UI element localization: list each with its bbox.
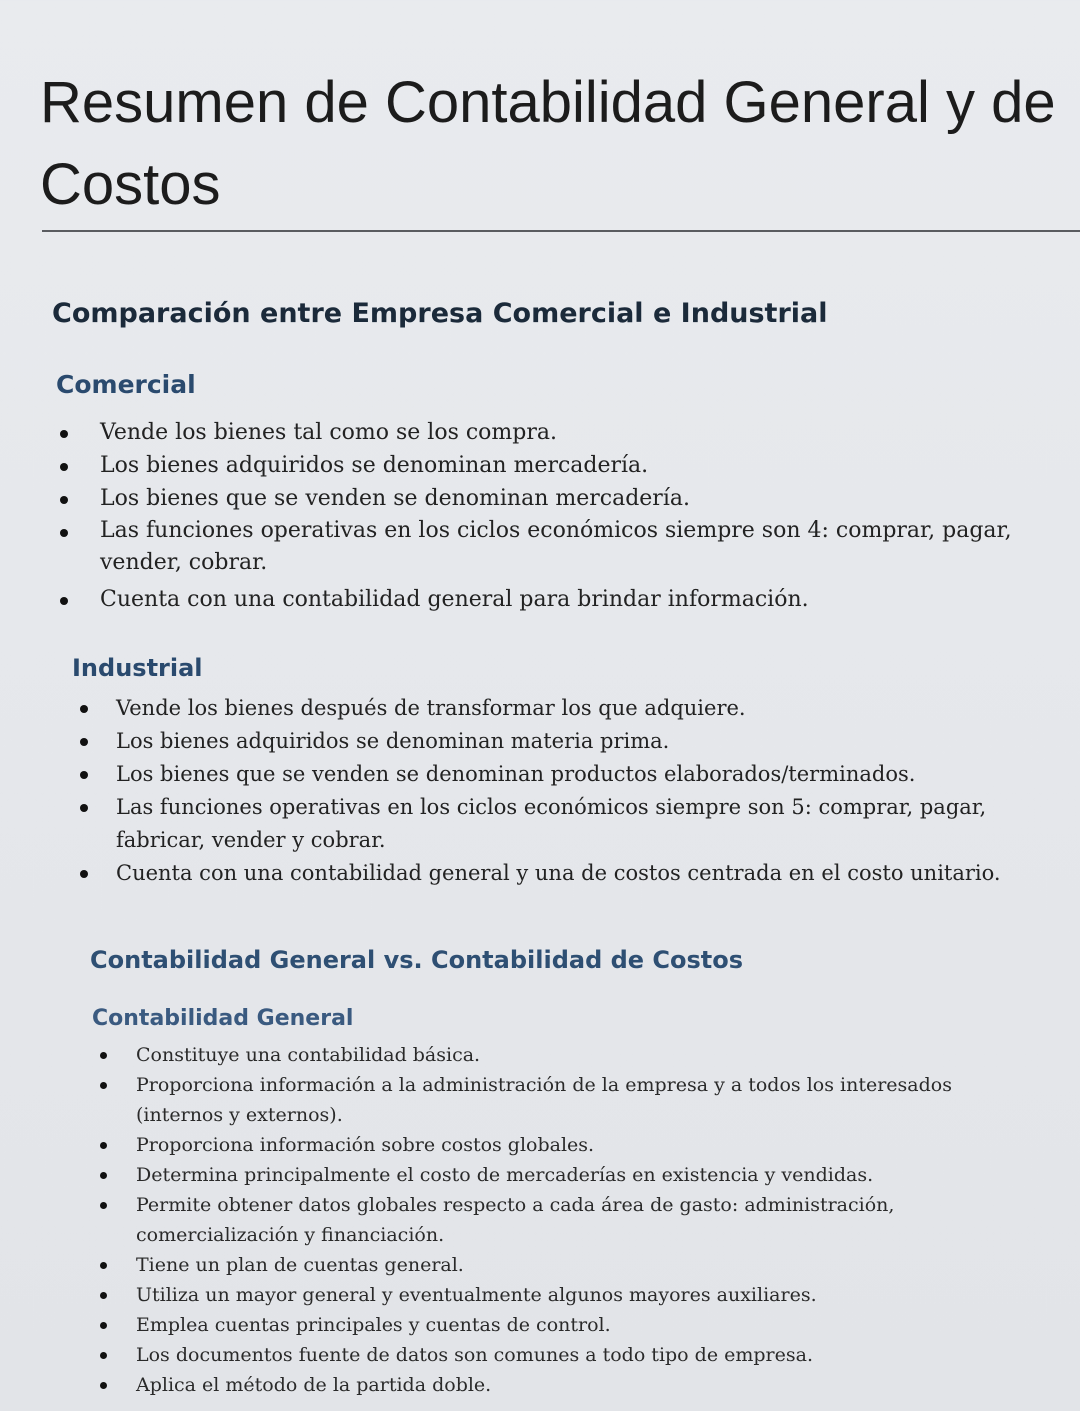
list-item: Constituye una contabilidad básica. <box>136 1040 1016 1070</box>
list-item: Permite obtener datos globales respecto a cada área de gasto: administración, comercialización y financiación. <box>136 1190 1016 1250</box>
list-item: Emplea cuentas principales y cuentas de control. <box>136 1310 1016 1340</box>
list-item: Proporciona información a la administración de la empresa y a todos los interesados (internos y externos). <box>136 1070 1016 1130</box>
subheading-comercial: Comercial <box>56 370 196 399</box>
list-item: Vende los bienes después de transformar los que adquiere. <box>116 692 1016 725</box>
list-item: Los bienes adquiridos se denominan mercadería. <box>100 449 1020 482</box>
document-title-line2: Costos <box>40 152 221 217</box>
list-item: Tiene un plan de cuentas general. <box>136 1250 1016 1280</box>
list-item: Aplica el método de la partida doble. <box>136 1370 1016 1400</box>
list-item: Determina principalmente el costo de mercaderías en existencia y vendidas. <box>136 1160 1016 1190</box>
comercial-list <box>100 416 1020 616</box>
section-heading-general-vs-costos: Contabilidad General vs. Contabilidad de Costos <box>90 946 744 974</box>
document-title <box>40 62 1056 226</box>
subheading-industrial: Industrial <box>72 654 203 682</box>
list-item: Las funciones operativas en los ciclos económicos siempre son 5: comprar, pagar, fabricar, vender y cobrar. <box>116 791 1016 857</box>
list-item: Las funciones operativas en los ciclos económicos siempre son 4: comprar, pagar, vender, cobrar. <box>100 515 1020 579</box>
list-item: Proporciona información sobre costos globales. <box>136 1130 1016 1160</box>
list-item: Vende los bienes tal como se los compra. <box>100 416 1020 449</box>
list-item: Utiliza un mayor general y eventualmente algunos mayores auxiliares. <box>136 1280 1016 1310</box>
list-item: Cuenta con una contabilidad general para brindar información. <box>100 583 1020 616</box>
list-item: Los bienes que se venden se denominan productos elaborados/terminados. <box>116 758 1016 791</box>
list-item: Cuenta con una contabilidad general y una de costos centrada en el costo unitario. <box>116 857 1016 890</box>
subheading-contabilidad-general: Contabilidad General <box>92 1006 354 1031</box>
industrial-list <box>116 692 1016 890</box>
section-heading-comparacion: Comparación entre Empresa Comercial e Industrial <box>52 298 828 329</box>
contabilidad-general-list <box>136 1040 1016 1400</box>
list-item: Los documentos fuente de datos son comunes a todo tipo de empresa. <box>136 1340 1016 1370</box>
list-item: Los bienes adquiridos se denominan materia prima. <box>116 725 1016 758</box>
title-divider <box>42 230 1080 232</box>
list-item: Los bienes que se venden se denominan mercadería. <box>100 482 1020 515</box>
document-title-line1: Resumen de Contabilidad General y de <box>40 70 1056 135</box>
